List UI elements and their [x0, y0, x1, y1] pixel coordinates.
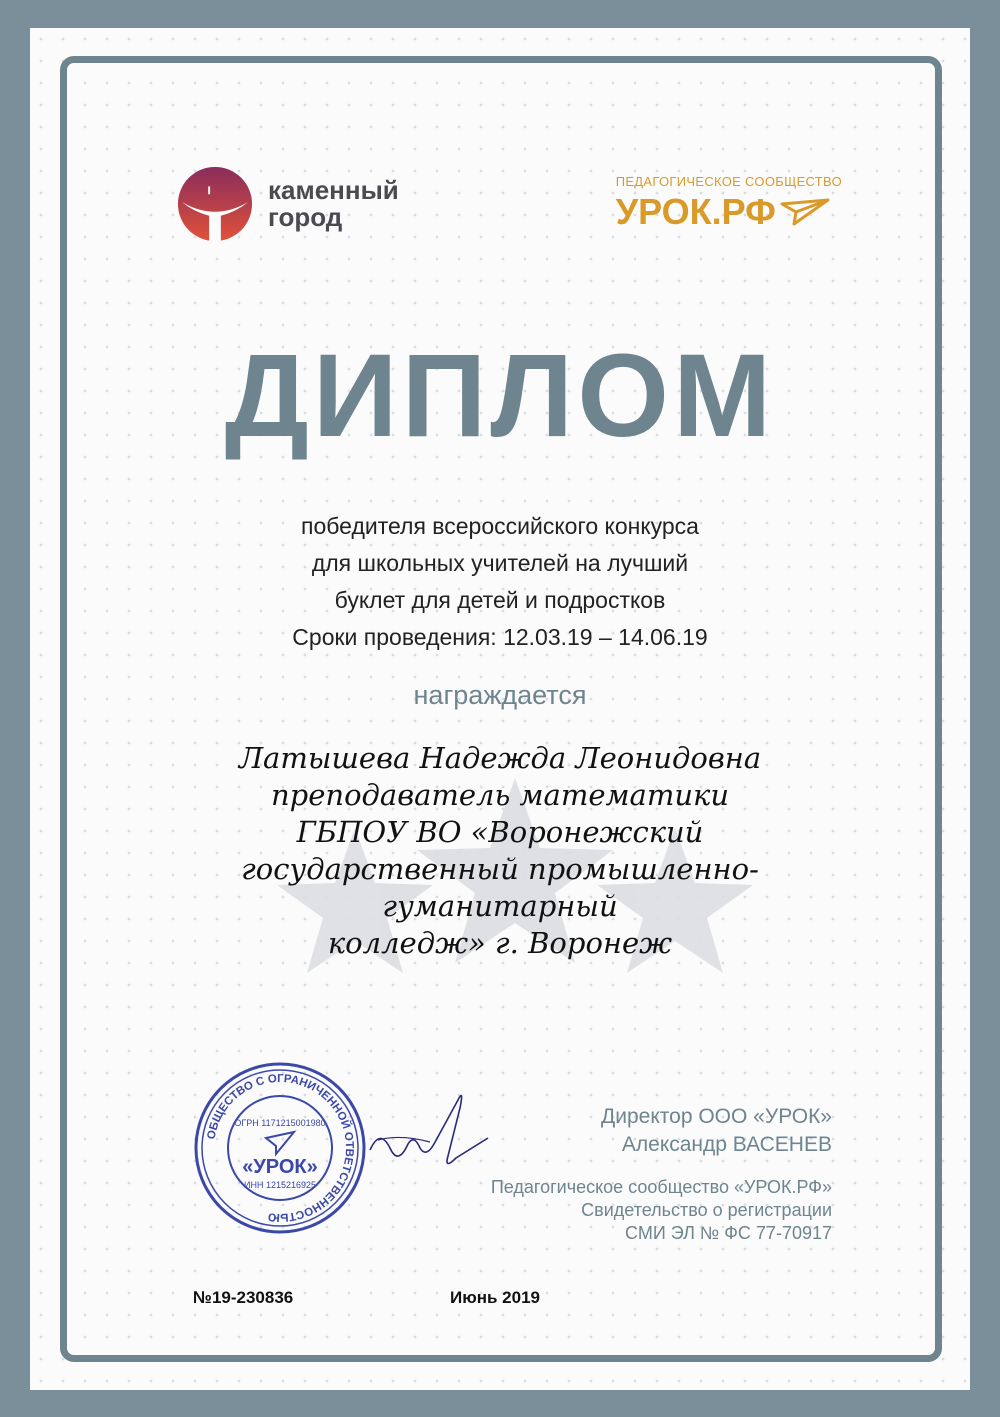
director-title: Директор ООО «УРОК»	[601, 1105, 832, 1128]
description-line: буклет для детей и подростков	[334, 587, 666, 613]
society-line: СМИ ЭЛ № ФС 77-70917	[625, 1223, 832, 1243]
description-line: победителя всероссийского конкурса	[301, 513, 699, 539]
recipient-org-line: ГБПОУ ВО «Воронежский	[296, 815, 704, 849]
company-seal	[190, 1058, 370, 1238]
logo-right-subtitle: ПЕДАГОГИЧЕСКОЕ СООБЩЕСТВО	[615, 174, 842, 189]
description-dates: Сроки проведения: 12.03.19 – 14.06.19	[292, 624, 708, 650]
recipient-name: Латышева Надежда Леонидовна	[238, 741, 762, 775]
diploma-description	[30, 508, 970, 656]
paper-plane-icon	[780, 196, 830, 228]
seal-ring-text: ОБЩЕСТВО С ОГРАНИЧЕННОЙ ОТВЕТСТВЕННОСТЬЮ	[205, 1072, 356, 1224]
diploma-title: ДИПЛОМ	[224, 330, 776, 462]
diploma-date: Июнь 2019	[450, 1288, 540, 1307]
seal-ogrn: ОГРН 1171215001980	[234, 1118, 326, 1128]
recipient-org-line: колледж» г. Воронеж	[327, 926, 673, 960]
kamenny-gorod-logo-icon	[176, 165, 254, 243]
society-block	[491, 1176, 832, 1245]
director-block	[601, 1103, 832, 1159]
seal-center: «УРОК»	[242, 1156, 318, 1178]
description-line: для школьных учителей на лучший	[311, 550, 689, 576]
awarded-label: награждается	[413, 680, 587, 710]
logo-left-line1: каменный	[268, 175, 399, 205]
recipient-block	[140, 740, 860, 962]
society-line: Педагогическое сообщество «УРОК.РФ»	[490, 1177, 832, 1197]
recipient-position: преподаватель математики	[270, 778, 729, 812]
urok-rf-logo	[616, 174, 842, 233]
diploma-paper	[30, 28, 970, 1390]
kamenny-gorod-logo	[176, 165, 399, 243]
recipient-org-line: государственный промышленно-гуманитарный	[241, 852, 759, 923]
director-signature	[360, 1078, 500, 1188]
director-name: Александр ВАСЕНЕВ	[621, 1133, 832, 1156]
diploma-number: №19-230836	[193, 1288, 294, 1307]
seal-inn: ИНН 1215216925	[243, 1180, 317, 1190]
logo-right-title: УРОК.РФ	[615, 191, 776, 232]
society-line: Свидетельство о регистрации	[581, 1200, 832, 1220]
logo-left-line2: город	[268, 202, 343, 232]
